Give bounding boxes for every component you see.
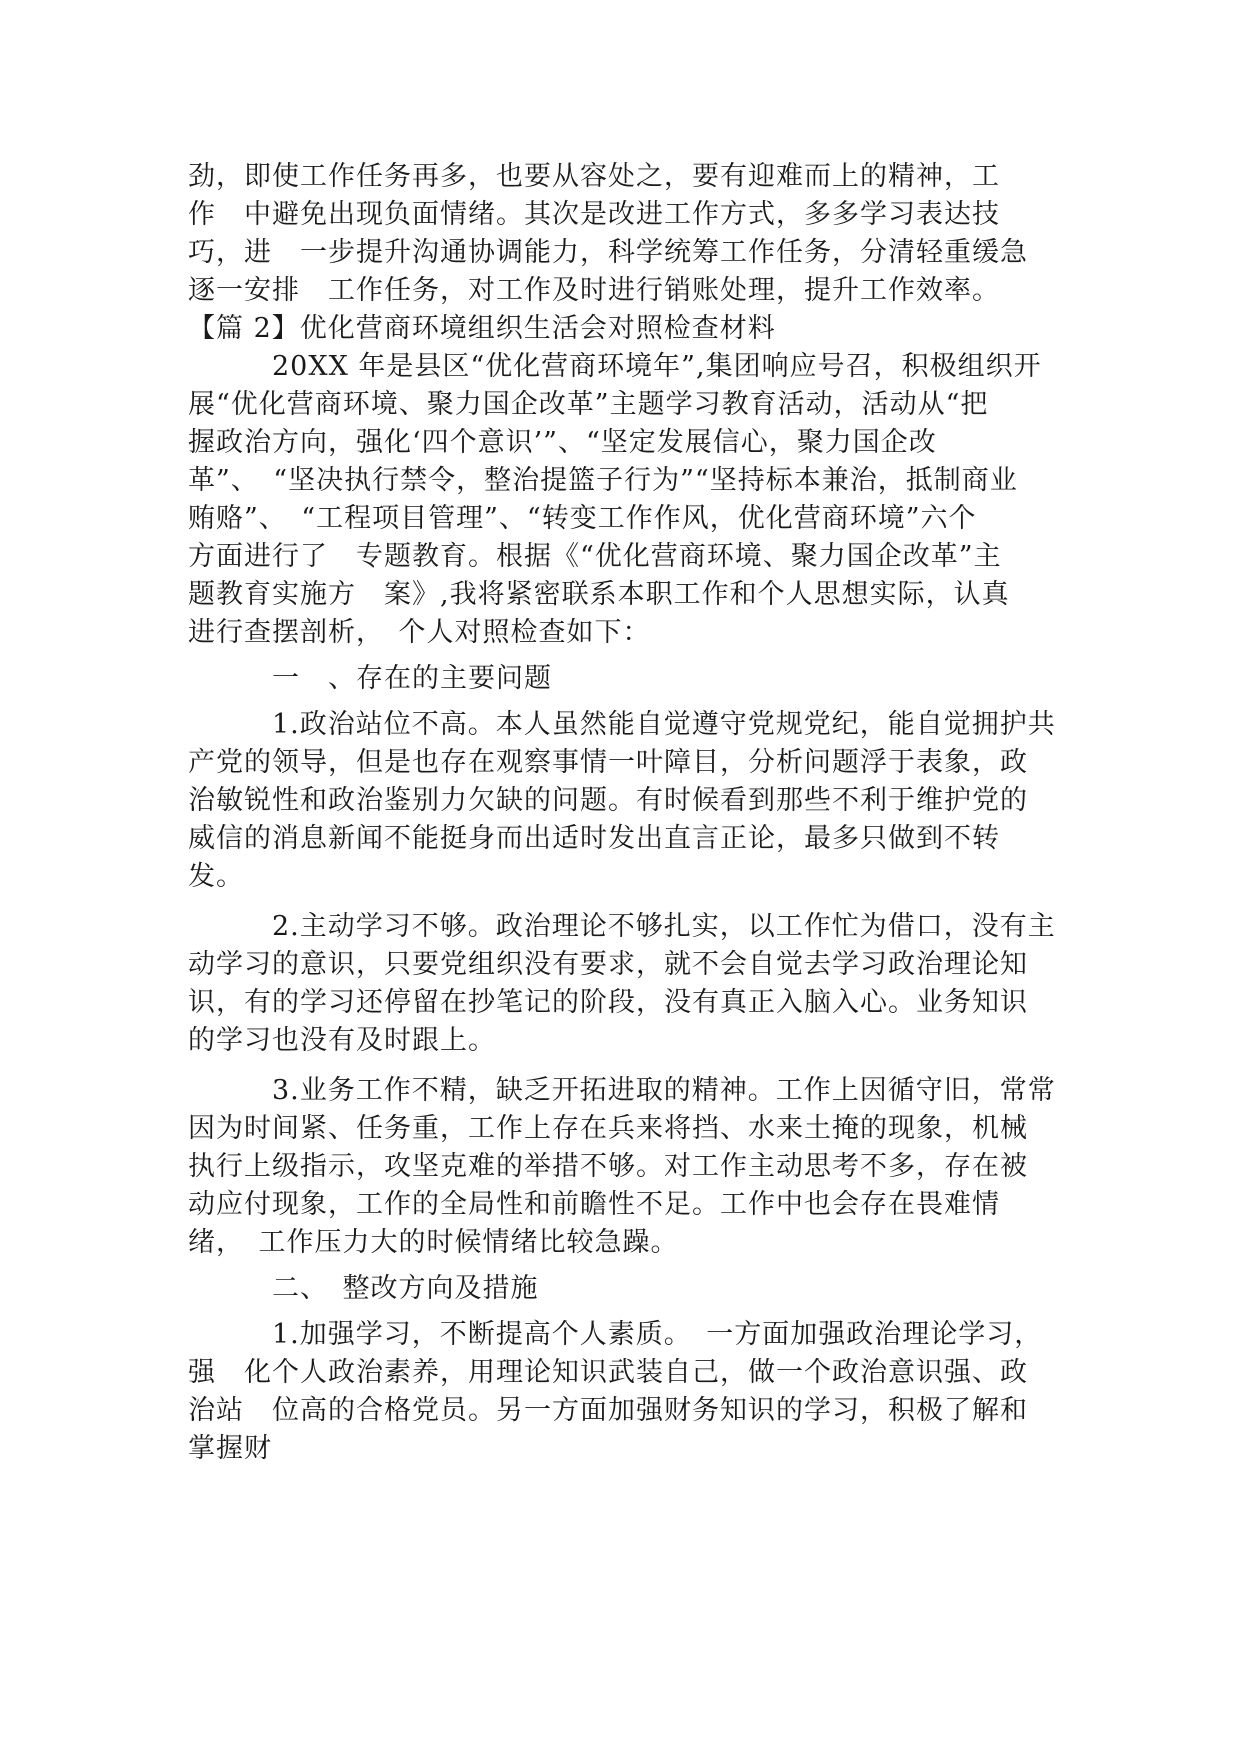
text-line: 动学习的意识，只要党组织没有要求，就不会自觉去学习政治理论知	[188, 949, 1028, 980]
text-line: 巧，进 一步提升沟通协调能力，科学统筹工作任务，分清轻重缓急	[188, 237, 1028, 268]
text-line: 握政治方向，强化‘四个意识’”、“坚定发展信心，聚力国企改	[188, 427, 937, 458]
text-line: 产党的领导，但是也存在观察事情一叶障目，分析问题浮于表象，政	[188, 747, 1028, 778]
text-line: 执行上级指示，攻坚克难的举措不够。对工作主动思考不多，存在被	[188, 1151, 1028, 1182]
text-line: 绪， 工作压力大的时候情绪比较急躁。	[188, 1227, 679, 1258]
subheading: 二、 整改方向及措施	[188, 1273, 539, 1304]
text-line: 1.政治站位不高。本人虽然能自觉遵守党规党纪，能自觉拥护共	[188, 709, 1056, 740]
text-line: 方面进行了 专题教育。根据《“优化营商环境、聚力国企改革”主	[188, 541, 1002, 572]
text-line: 作 中避免出现负面情绪。其次是改进工作方式，多多学习表达技	[188, 199, 1000, 230]
text-line: 20XX 年是县区“优化营商环境年”,集团响应号召，积极组织开	[188, 351, 1042, 382]
text-line: 劲，即使工作任务再多，也要从容处之，要有迎难而上的精神，工	[188, 161, 1000, 192]
text-line: 威信的消息新闻不能挺身而出适时发出直言正论，最多只做到不转	[188, 823, 1000, 854]
text-line: 2.主动学习不够。政治理论不够扎实，以工作忙为借口，没有主	[188, 911, 1056, 942]
document-page	[188, 158, 1058, 1468]
text-line: 贿赂”、 “工程项目管理”、“转变工作作风，优化营商环境”六个	[188, 503, 977, 534]
text-line: 逐一安排 工作任务，对工作及时进行销账处理，提升工作效率。	[188, 275, 1000, 306]
subheading: 一 、存在的主要问题	[188, 663, 552, 694]
text-line: 发。	[188, 861, 244, 892]
text-line: 1.加强学习，不断提高个人素质。 一方面加强政治理论学习，	[188, 1319, 1043, 1350]
text-line: 识，有的学习还停留在抄笔记的阶段，没有真正入脑入心。业务知识	[188, 987, 1028, 1018]
text-line: 因为时间紧、任务重，工作上存在兵来将挡、水来土掩的现象，机械	[188, 1113, 1028, 1144]
text-line: 掌握财	[188, 1433, 272, 1464]
text-line: 进行查摆剖析， 个人对照检查如下：	[188, 617, 651, 648]
text-line: 题教育实施方 案》,我将紧密联系本职工作和个人思想实际，认真	[188, 579, 1010, 610]
text-line: 动应付现象，工作的全局性和前瞻性不足。工作中也会存在畏难情	[188, 1189, 1000, 1220]
text-line: 展“优化营商环境、聚力国企改革”主题学习教育活动，活动从“把	[188, 389, 989, 420]
text-line: 的学习也没有及时跟上。	[188, 1025, 496, 1056]
text-line: 治敏锐性和政治鉴别力欠缺的问题。有时候看到那些不利于维护党的	[188, 785, 1028, 816]
text-line: 强 化个人政治素养，用理论知识武装自己，做一个政治意识强、政	[188, 1357, 1028, 1388]
text-line: 3.业务工作不精，缺乏开拓进取的精神。工作上因循守旧，常常	[188, 1075, 1056, 1106]
section-heading: 【篇 2】优化营商环境组织生活会对照检查材料	[188, 313, 776, 344]
text-line: 革”、 “坚决执行禁令，整治提篮子行为”“坚持标本兼治，抵制商业	[188, 465, 1018, 496]
text-line: 治站 位高的合格党员。另一方面加强财务知识的学习，积极了解和	[188, 1395, 1028, 1426]
